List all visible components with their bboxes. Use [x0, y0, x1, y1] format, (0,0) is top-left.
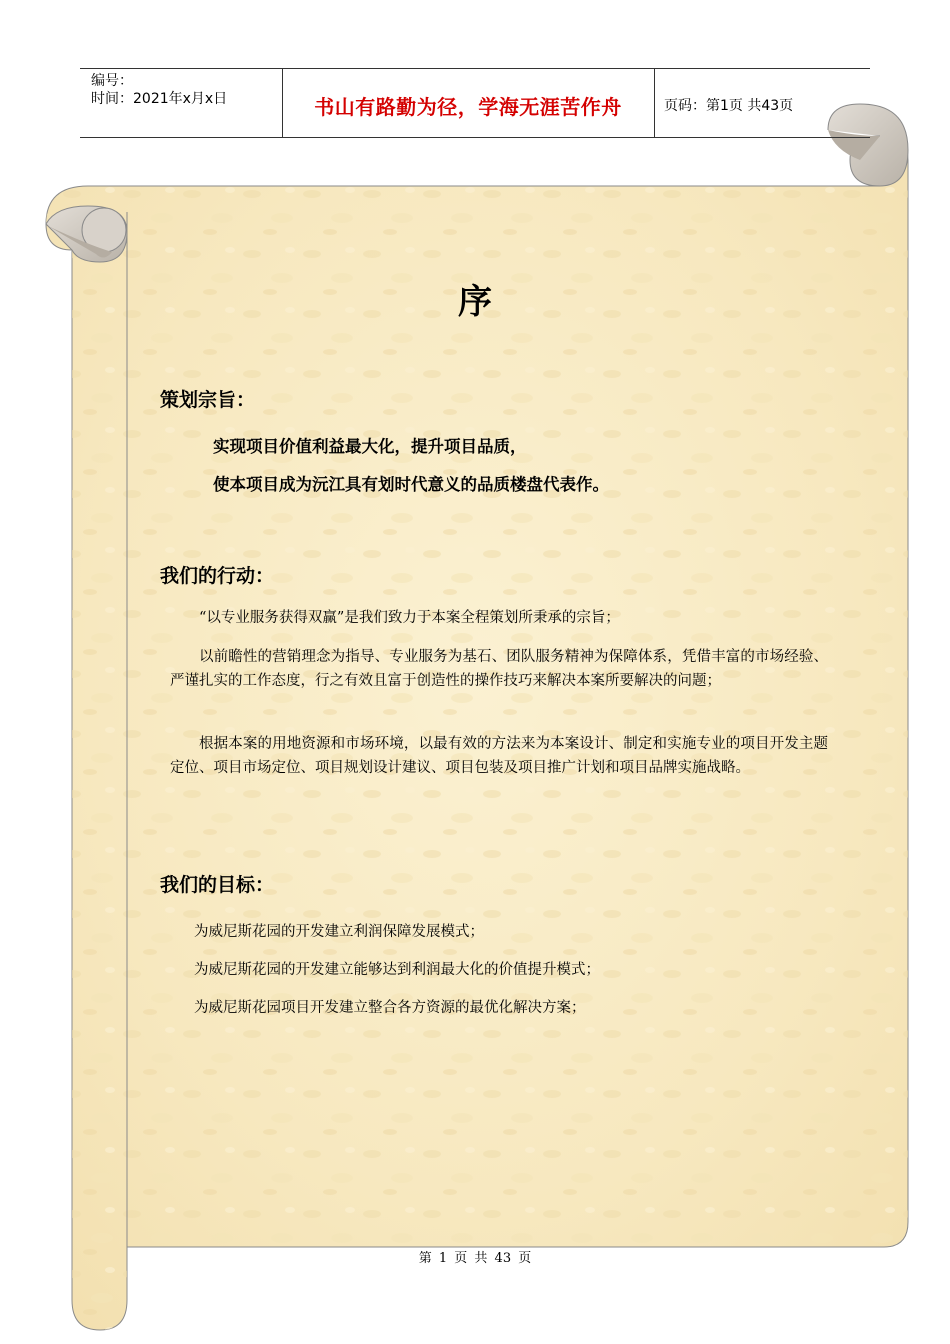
purpose-line-1: 实现项目价值利益最大化，提升项目品质， [213, 437, 527, 456]
document-title: 序 [458, 282, 492, 322]
page-footer: 第 1 页 共 43 页 [418, 1251, 532, 1266]
actions-paragraph-2: 以前瞻性的营销理念为指导、专业服务为基石、团队服务精神为保障体系，凭借丰富的市场经验、严谨扎实的工作态度，行之有效且富于创造性的操作技巧来解决本案所要解决的问题； [170, 649, 828, 689]
actions-paragraph-3: 根据本案的用地资源和市场环境，以最有效的方法来为本案设计、制定和实施专业的项目开发主题定位、项目市场定位、项目规划设计建议、项目包装及项目推广计划和项目品牌实施战略。 [170, 736, 828, 776]
purpose-line-2: 使本项目成为沅江具有划时代意义的品质楼盘代表作。 [213, 475, 609, 494]
goal-item-3: 为威尼斯花园项目开发建立整合各方资源的最优化解决方案； [194, 1000, 586, 1016]
purpose-heading: 策划宗旨： [160, 389, 256, 411]
document-number-label: 编号： [91, 73, 133, 89]
header-motto: 书山有路勤为径，学海无涯苦作舟 [314, 95, 622, 119]
actions-heading: 我们的行动： [160, 565, 275, 587]
goals-heading: 我们的目标： [160, 874, 275, 896]
header-page-info: 页码：第1页 共43页 [664, 98, 794, 114]
goal-item-1: 为威尼斯花园的开发建立利润保障发展模式； [194, 924, 484, 940]
goal-item-2: 为威尼斯花园的开发建立能够达到利润最大化的价值提升模式； [194, 962, 600, 978]
actions-paragraph-1: “以专业服务获得双赢”是我们致力于本案全程策划所秉承的宗旨； [199, 610, 620, 626]
document-date-label: 时间：2021年x月x日 [91, 91, 228, 107]
